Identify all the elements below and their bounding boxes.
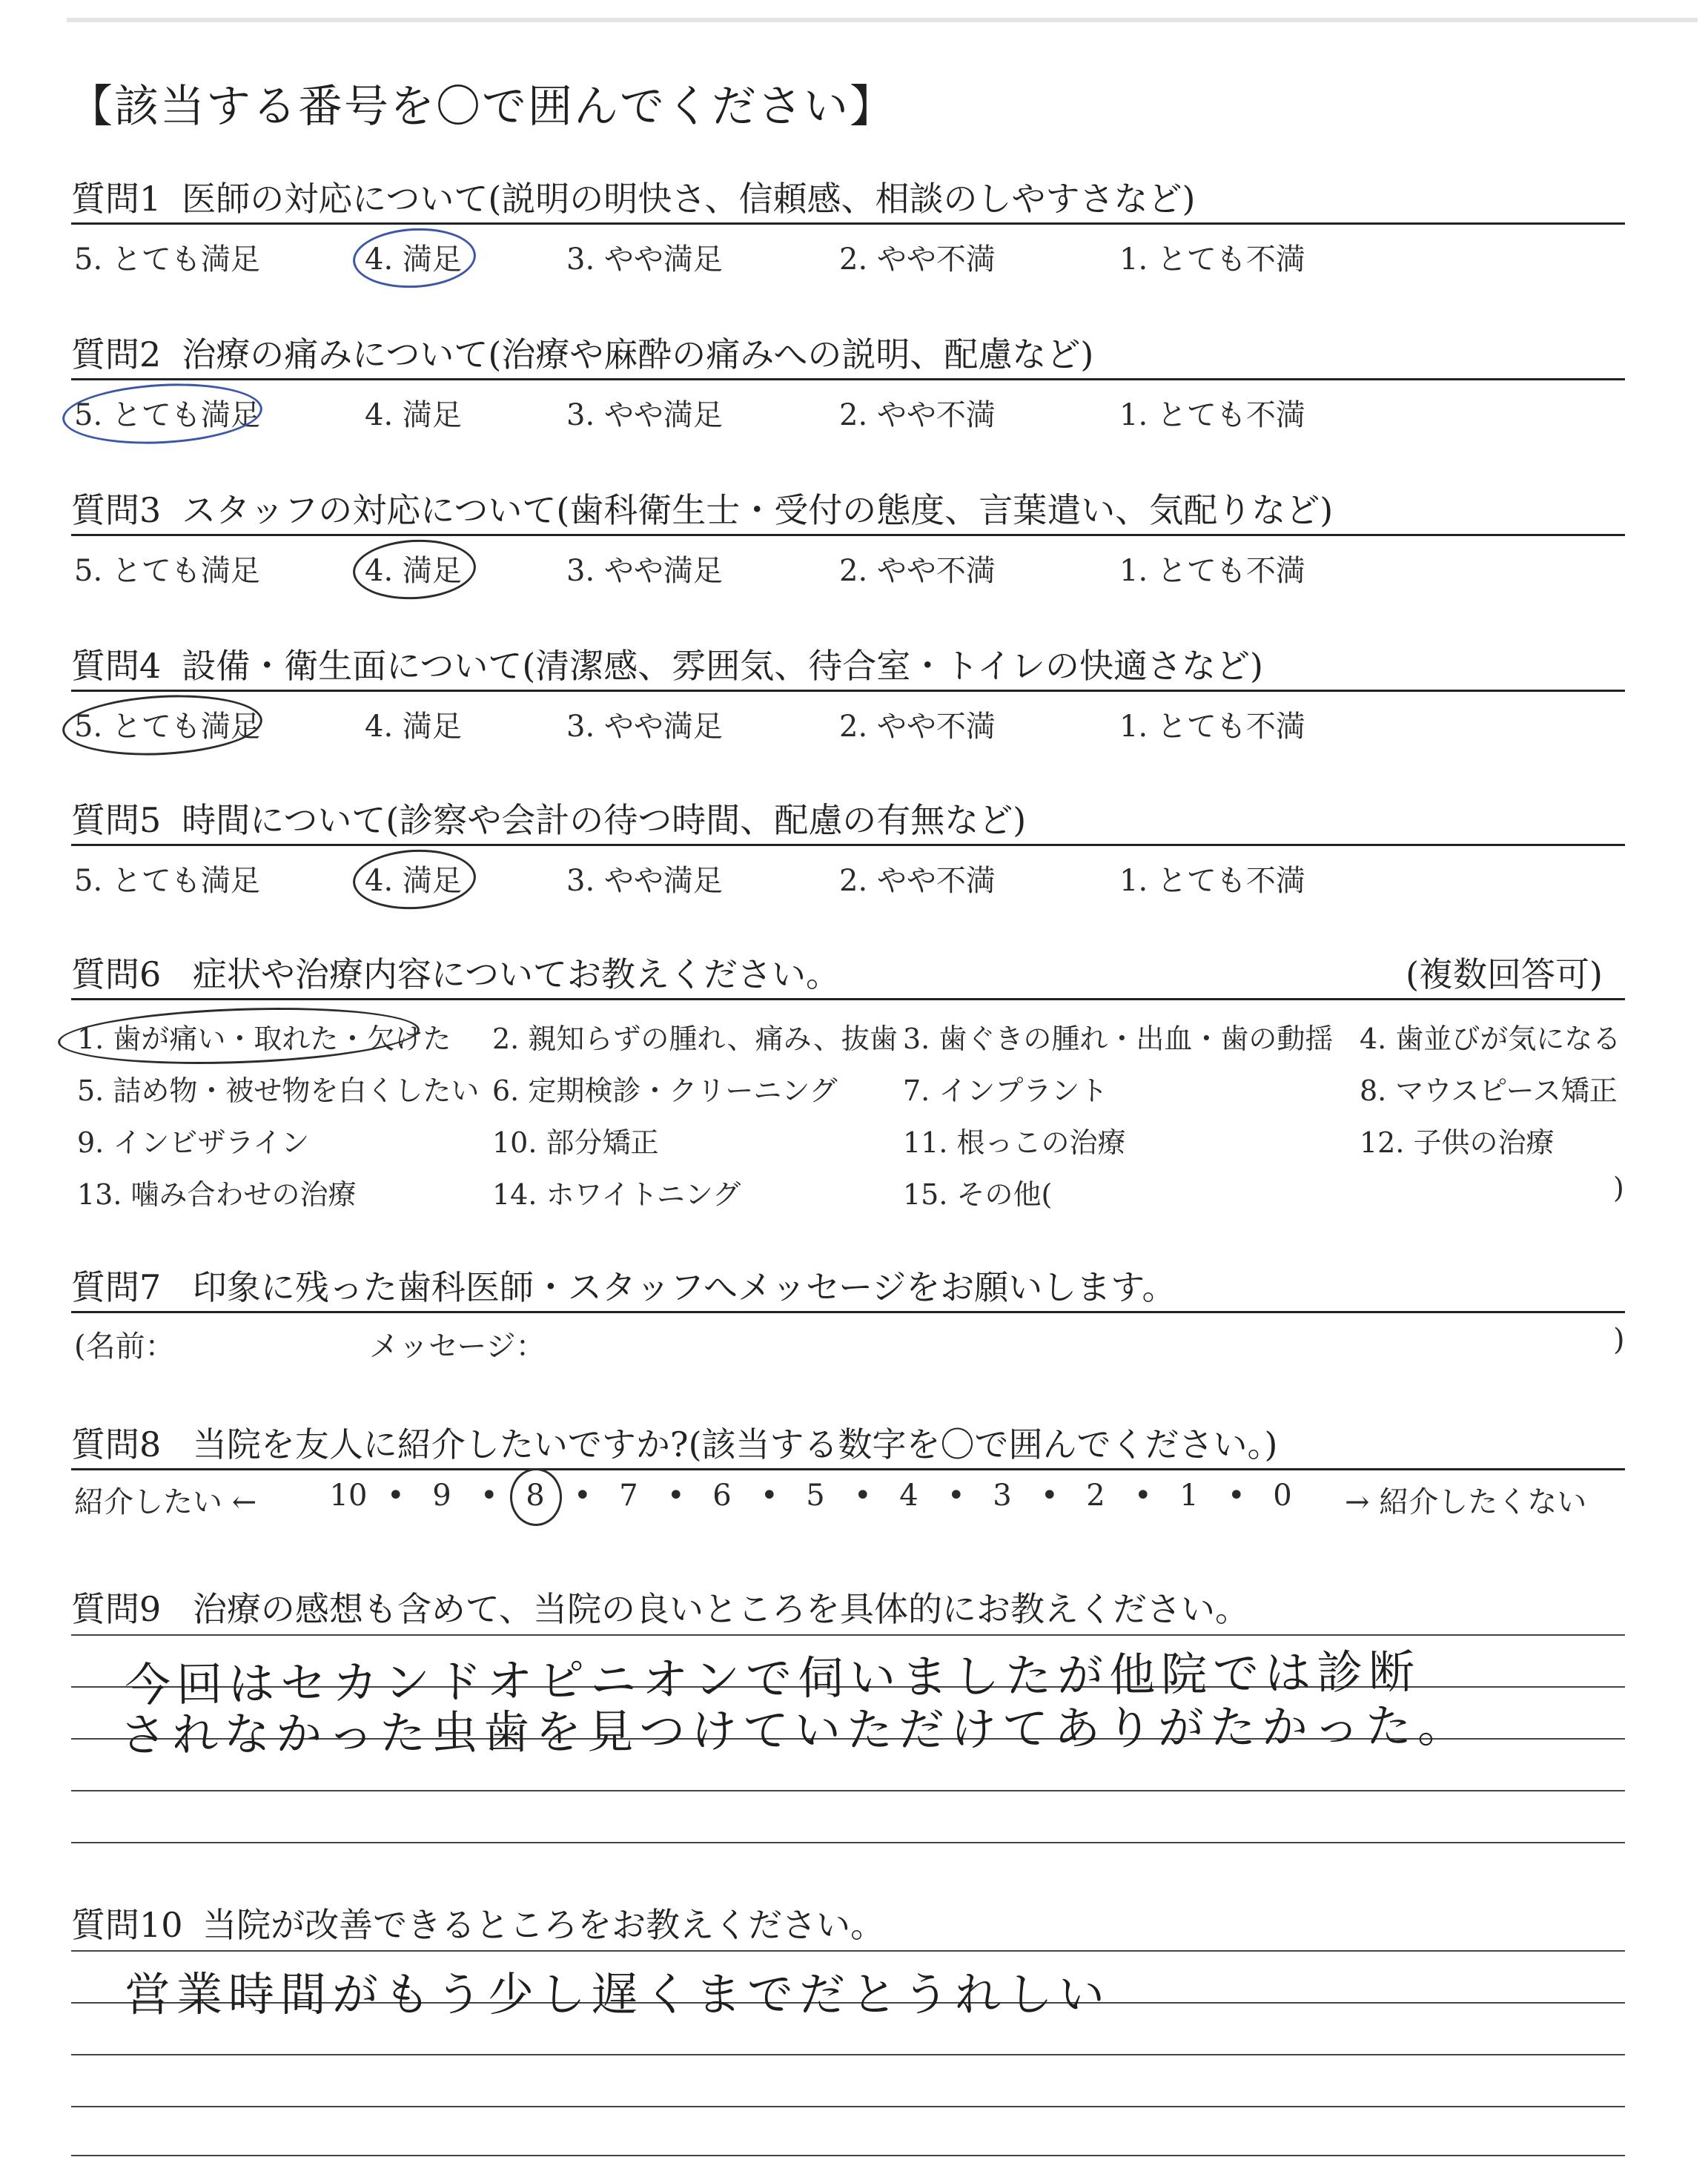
q7-label: 質問7 xyxy=(71,1267,162,1307)
q4-option-5: 5. とても満足 xyxy=(74,710,260,744)
q6-option-6: 6. 定期検診・クリーニング xyxy=(492,1074,838,1107)
q2-option-4: 4. 満足 xyxy=(365,398,462,432)
q1-option-1: 1. とても不満 xyxy=(1119,242,1305,277)
q3-text: スタッフの対応について(歯科衛生士・受付の態度、言葉遣い、気配りなど) xyxy=(182,490,1334,530)
q2-selection-circle xyxy=(61,379,264,449)
q6-option-13: 13. 噛み合わせの治療 xyxy=(77,1178,357,1211)
q3-selection-circle xyxy=(351,537,477,603)
q6-option-15: 15. その他( xyxy=(903,1178,1053,1211)
q8-scale-separator: • xyxy=(480,1479,498,1513)
scan-top-edge xyxy=(67,18,1698,22)
q3-heading xyxy=(71,483,1333,532)
q7-close-paren: ) xyxy=(1613,1323,1625,1357)
q3-option-4: 4. 満足 xyxy=(365,554,462,588)
q10-line-0 xyxy=(71,1950,1625,1952)
form-title: 【該当する番号を〇で囲んでください】 xyxy=(68,81,896,133)
q2-option-3: 3. やや満足 xyxy=(566,398,723,432)
q4-heading xyxy=(71,639,1263,688)
q1-rule xyxy=(71,222,1625,225)
q6-other-close: ) xyxy=(1613,1172,1624,1204)
q8-scale-1: 1 xyxy=(1179,1479,1199,1513)
q8-scale-separator: • xyxy=(1041,1479,1059,1513)
q7-rule xyxy=(71,1311,1625,1313)
q1-option-5: 5. とても満足 xyxy=(74,242,260,277)
q1-label: 質問1 xyxy=(71,179,162,219)
q2-label: 質問2 xyxy=(71,334,162,374)
q6-option-3: 3. 歯ぐきの腫れ・出血・歯の動揺 xyxy=(903,1023,1334,1055)
q8-label: 質問8 xyxy=(71,1424,162,1464)
q8-scale-5: 5 xyxy=(806,1479,825,1513)
q8-rule xyxy=(71,1468,1625,1470)
q1-selection-circle xyxy=(351,225,477,291)
q2-heading xyxy=(71,328,1093,377)
q4-option-4: 4. 満足 xyxy=(365,710,462,744)
q10-line-2 xyxy=(71,2054,1625,2055)
q8-scale-3: 3 xyxy=(993,1479,1012,1513)
q5-rule xyxy=(71,844,1625,846)
q6-rule xyxy=(71,998,1625,1000)
q8-scale-7: 7 xyxy=(619,1479,638,1513)
q3-label: 質問3 xyxy=(71,490,162,530)
q6-option-12: 12. 子供の治療 xyxy=(1360,1126,1555,1159)
q5-option-3: 3. やや満足 xyxy=(566,864,723,898)
q10-label: 質問10 xyxy=(71,1905,183,1945)
q6-option-4: 4. 歯並びが気になる xyxy=(1360,1023,1621,1055)
q9-line-3 xyxy=(71,1790,1625,1791)
q4-rule xyxy=(71,690,1625,692)
q8-scale-4: 4 xyxy=(899,1479,918,1513)
q6-option-14: 14. ホワイトニング xyxy=(492,1178,741,1211)
q6-option-8: 8. マウスピース矯正 xyxy=(1360,1074,1618,1107)
q8-scale-separator: • xyxy=(1134,1479,1152,1513)
q5-text: 時間について(診察や会計の待つ時間、配慮の有無など) xyxy=(182,800,1027,840)
q6-heading xyxy=(71,948,840,997)
q3-option-3: 3. やや満足 xyxy=(566,554,723,588)
q4-option-3: 3. やや満足 xyxy=(566,710,723,744)
q8-scale-9: 9 xyxy=(432,1479,451,1513)
q10-answer-line-1: 営業時間がもう少し遅くまでだとうれしい xyxy=(125,1967,1111,2021)
q8-scale-separator: • xyxy=(854,1479,872,1513)
q8-heading xyxy=(71,1418,1277,1467)
q6-option-5: 5. 詰め物・被せ物を白くしたい xyxy=(77,1074,480,1107)
q8-scale-separator: • xyxy=(1228,1479,1245,1513)
q8-scale-separator: • xyxy=(667,1479,685,1513)
q6-text: 症状や治療内容についてお教えください。 xyxy=(192,954,840,994)
q8-scale-6: 6 xyxy=(712,1479,732,1513)
q6-option-1: 1. 歯が痛い・取れた・欠けた xyxy=(77,1023,451,1055)
q9-heading xyxy=(71,1582,1249,1631)
q3-option-1: 1. とても不満 xyxy=(1119,554,1305,588)
q1-option-4: 4. 満足 xyxy=(365,242,462,277)
q9-answer-line-2: されなかった虫歯を見つけていただけてありがたかった。 xyxy=(119,1698,1470,1763)
q5-label: 質問5 xyxy=(71,800,162,840)
q1-heading xyxy=(71,172,1195,221)
q7-text: 印象に残った歯科医師・スタッフへメッセージをお願いします。 xyxy=(192,1267,1176,1307)
q8-left-label: 紹介したい ← xyxy=(74,1485,257,1519)
q3-option-2: 2. やや不満 xyxy=(839,554,996,588)
q9-line-4 xyxy=(71,1842,1625,1843)
q4-selection-circle xyxy=(61,690,264,760)
q6-option-11: 11. 根っこの治療 xyxy=(903,1126,1126,1159)
q6-option-10: 10. 部分矯正 xyxy=(492,1126,659,1159)
q8-scale-separator: • xyxy=(574,1479,592,1513)
q5-option-4: 4. 満足 xyxy=(365,864,462,898)
q8-text: 当院を友人に紹介したいですか?(該当する数字を〇で囲んでください。) xyxy=(192,1424,1278,1464)
q9-text: 治療の感想も含めて、当院の良いところを具体的にお教えください。 xyxy=(192,1589,1249,1629)
q8-selection-circle xyxy=(510,1468,562,1526)
q4-label: 質問4 xyxy=(71,646,162,686)
q10-heading xyxy=(71,1898,884,1947)
q10-text: 当院が改善できるところをお教えください。 xyxy=(202,1905,885,1945)
q6-note: (複数回答可) xyxy=(1406,954,1603,994)
q10-line-3 xyxy=(71,2106,1625,2107)
q1-option-3: 3. やや満足 xyxy=(566,242,723,277)
q10-line-4 xyxy=(71,2155,1625,2156)
q6-option-2: 2. 親知らずの腫れ、痛み、抜歯 xyxy=(492,1023,898,1055)
q8-scale-8: 8 xyxy=(526,1479,545,1513)
q6-label: 質問6 xyxy=(71,954,162,994)
q6-option-9: 9. インビザライン xyxy=(77,1126,310,1159)
q1-option-2: 2. やや不満 xyxy=(839,242,996,277)
q1-text: 医師の対応について(説明の明快さ、信頼感、相談のしやすさなど) xyxy=(182,179,1196,219)
q5-option-1: 1. とても不満 xyxy=(1119,864,1305,898)
q8-scale-0: 0 xyxy=(1273,1479,1292,1513)
q6-selection-circle xyxy=(57,1003,420,1070)
q7-message-label: メッセージ： xyxy=(369,1330,546,1364)
q2-text: 治療の痛みについて(治療や麻酔の痛みへの説明、配慮など) xyxy=(182,334,1094,374)
q9-label: 質問9 xyxy=(71,1589,162,1629)
q8-scale-separator: • xyxy=(387,1479,405,1513)
q7-name-label: (名前： xyxy=(74,1330,175,1364)
q6-option-7: 7. インプラント xyxy=(903,1074,1108,1107)
q8-scale-separator: • xyxy=(761,1479,778,1513)
q4-text: 設備・衛生面について(清潔感、雰囲気、待合室・トイレの快適さなど) xyxy=(182,646,1263,686)
q8-scale-separator: • xyxy=(947,1479,965,1513)
q8-right-label: → 紹介したくない xyxy=(1345,1485,1587,1519)
q4-option-2: 2. やや不満 xyxy=(839,710,996,744)
q5-selection-circle xyxy=(351,847,477,913)
q5-option-2: 2. やや不満 xyxy=(839,864,996,898)
q7-heading xyxy=(71,1261,1176,1309)
q2-option-2: 2. やや不満 xyxy=(839,398,996,432)
q2-rule xyxy=(71,378,1625,380)
q8-scale-10: 10 xyxy=(329,1479,368,1513)
q4-option-1: 1. とても不満 xyxy=(1119,710,1305,744)
q9-answer-line-1: 今回はセカンドオピニオンで伺いましたが他院では診断 xyxy=(124,1644,1421,1713)
q2-option-5: 5. とても満足 xyxy=(74,398,260,432)
q5-option-5: 5. とても満足 xyxy=(74,864,260,898)
q2-option-1: 1. とても不満 xyxy=(1119,398,1305,432)
q5-heading xyxy=(71,793,1026,842)
q8-scale-2: 2 xyxy=(1086,1479,1105,1513)
q3-rule xyxy=(71,534,1625,536)
q3-option-5: 5. とても満足 xyxy=(74,554,260,588)
